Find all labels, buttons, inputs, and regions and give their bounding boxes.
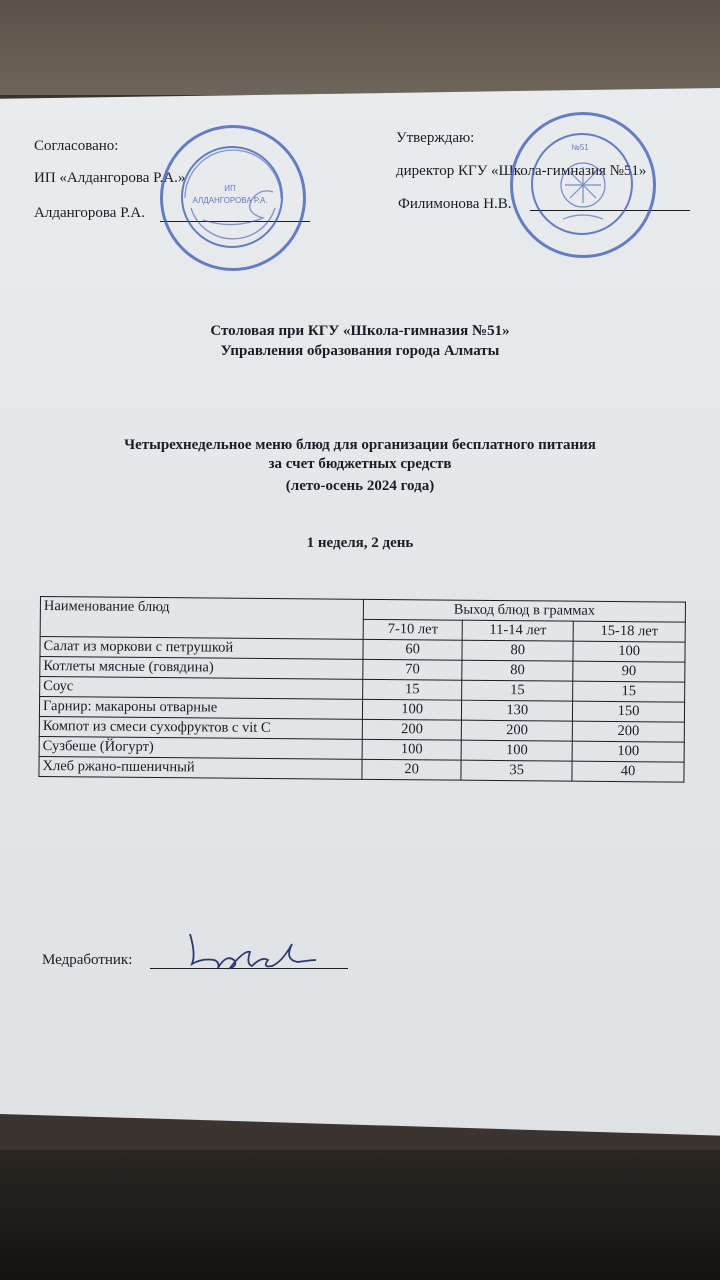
background-bottom [0, 1150, 720, 1280]
table-header-row [40, 597, 685, 623]
week-day: 1 неделя, 2 день [306, 535, 414, 551]
dish-name: Гарнир: макароны отварные [39, 697, 362, 720]
background-top [0, 0, 720, 95]
portion-7-10: 200 [362, 719, 461, 740]
portion-7-10: 100 [362, 699, 461, 720]
portion-11-14: 130 [462, 700, 573, 721]
portion-15-18: 15 [573, 681, 685, 702]
approve-name: Филимонова Н.В. [398, 196, 512, 212]
medic-label: Медработник: [42, 952, 133, 968]
portion-7-10: 100 [362, 739, 461, 760]
menu-period: (лето-осень 2024 года) [285, 478, 435, 494]
header-age-15-18: 15-18 лет [573, 621, 685, 642]
medic-signature [180, 922, 320, 972]
right-stamp: №51 [510, 112, 656, 258]
department-title: Управления образования города Алматы [220, 343, 500, 359]
portion-7-10: 70 [363, 659, 462, 680]
portion-7-10: 20 [362, 759, 461, 780]
portion-15-18: 150 [573, 701, 685, 722]
agreed-name: Алдангорова Р.А. [34, 205, 146, 221]
canteen-title: Столовая при КГУ «Школа-гимназия №51» [210, 323, 510, 339]
approve-label: Утверждаю: [396, 130, 475, 146]
dish-name: Соус [40, 677, 363, 700]
agreed-label: Согласовано: [34, 138, 119, 154]
header-output: Выход блюд в граммах [363, 599, 685, 622]
header-age-7-10: 7-10 лет [363, 619, 462, 640]
portion-11-14: 100 [461, 740, 572, 761]
dish-name: Сузбеше (Йогурт) [39, 736, 362, 759]
dish-name: Хлеб ржано-пшеничный [39, 756, 362, 779]
portion-15-18: 40 [572, 761, 684, 782]
portion-15-18: 100 [573, 641, 685, 662]
menu-title: Четырехнедельное меню блюд для организации бесплатного питания [124, 437, 596, 453]
header-dish-name: Наименование блюд [40, 597, 363, 640]
portion-11-14: 15 [462, 680, 573, 701]
portion-15-18: 200 [572, 721, 684, 742]
portion-15-18: 90 [573, 661, 685, 682]
left-stamp: ИП АЛДАНГОРОВА Р.А. [160, 125, 306, 271]
menu-subtitle: за счет бюджетных средств [268, 456, 452, 472]
dish-name: Компот из смеси сухофруктов с vit C [39, 716, 362, 739]
portion-11-14: 35 [461, 760, 572, 781]
portion-11-14: 80 [462, 660, 573, 681]
agreed-org: ИП «Алдангорова Р.А.» [34, 170, 186, 186]
portion-7-10: 15 [363, 679, 462, 700]
menu-table [38, 596, 686, 783]
portion-11-14: 80 [462, 640, 573, 661]
portion-15-18: 100 [572, 741, 684, 762]
dish-name: Салат из моркови с петрушкой [40, 637, 363, 660]
header-age-11-14: 11-14 лет [462, 620, 573, 641]
dish-name: Котлеты мясные (говядина) [40, 657, 363, 680]
portion-11-14: 200 [462, 720, 573, 741]
approve-position: директор КГУ «Школа-гимназия №51» [396, 163, 647, 179]
portion-7-10: 60 [363, 639, 462, 660]
